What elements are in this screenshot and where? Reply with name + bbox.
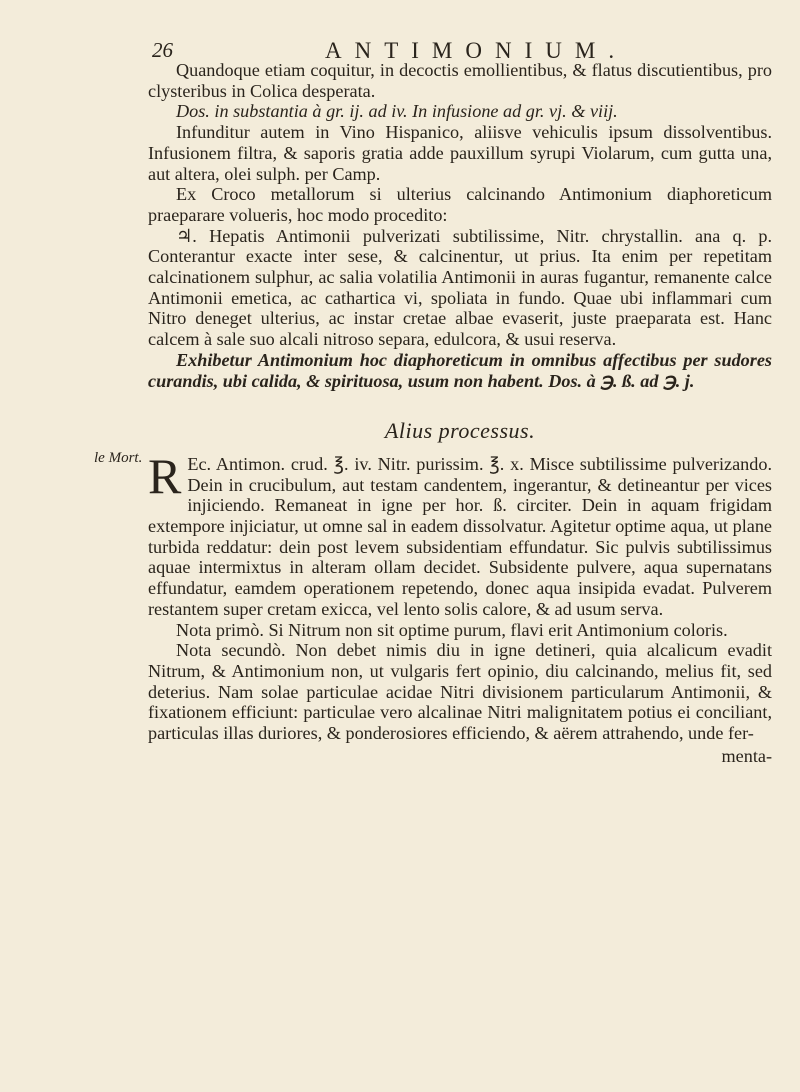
section-title: Alius processus.: [384, 418, 536, 444]
note-paragraph: Nota secundò. Non debet nimis diu in igne detineri, quia alcalicum evadit Nitrum, & Antimonium non, ut vulgaris fert opinio, diu calcinando, melius fit, sed deterius. Nam solae particulae acidae Nitri divisionem particularum Antimonii, & fixationem efficiunt: particulae vero alcalinae Nitri malignitatem potius ei conciliant, particulas illas duriores, & ponderosiores efficiendo, & aërem attrahendo, unde fer-: [148, 640, 772, 744]
exhibition-note: Exhibetur Antimonium hoc diaphoreticum in omnibus affectibus per sudores curandis, ubi calida, & spirituosa, usum non habent. Dos. à ℈. ß. ad ℈. j.: [148, 349, 772, 391]
recipe-text: Ec. Antimon. crud. ℥. iv. Nitr. purissim. ℥. x. Misce subtilissime pulverizando. Dein in crucibulum, aut testam candentem, ingerantur, & detineantur per vices injiciendo. Remaneat in igne per hor. ß. circiter. Dein in aquam frigidam extempore injiciatur, ut omne sal in eadem dissolvatur. Agitetur optime aqua, ut plane turbida reddatur: dein post levem subsidentiam effundatur. Sic pulvis subtilissimus aquae intermixtus in alteram ollam decidet. Subsidente pulvere, aqua supernatans effundatur, eamdem operationem repetendo, donec aqua insipida evadat. Pulverem restantem super cretam exicca, vel lento solis calore, & ad usum serva.: [148, 453, 772, 619]
marginal-note: le Mort.: [94, 450, 143, 466]
note-paragraph: Nota primò. Si Nitrum non sit optime purum, flavi erit Antimonium coloris.: [176, 619, 728, 640]
drop-cap: R: [148, 447, 182, 504]
paragraph: Ex Croco metallorum si ulterius calcinando Antimonium diaphoreticum praeparare volueris, hoc modo procedito:: [148, 184, 772, 225]
paragraph: Quandoque etiam coquitur, in decoctis emollientibus, & flatus discutientibus, pro clysteribus in Colica desperata.: [148, 60, 772, 101]
running-title: ANTIMONIUM.: [325, 38, 628, 63]
recipe-paragraph: ♃. Hepatis Antimonii pulverizati subtilissime, Nitr. chrystallin. ana q. p. Conterantur exacte inter sese, & calcinentur, ut prius. Ita enim per repetitam calcinationem sulphur, ac salia volatilia Antimonii in auras fugantur, remanente calce Antimonii emetica, ac cathartica vi, spoliata in fundo. Quae ubi inflammari cum Nitro deneget ulterius, ac instar cretae albae evaserit, juste praeparata est. Hanc calcem à sale suo alcali nitroso separa, edulcora, & usui reserva.: [148, 225, 772, 350]
dosage-line: Dos. in substantia à gr. ij. ad iv. In infusione ad gr. vj. & viij.: [176, 101, 618, 122]
page-number: 26: [152, 38, 173, 62]
catchword: menta-: [721, 745, 772, 766]
recipe-paragraph: [148, 447, 772, 620]
paragraph: Infunditur autem in Vino Hispanico, aliisve vehiculis ipsum dissolventibus. Infusionem filtra, & saporis gratia adde pauxillum syrupi Violarum, cum gutta una, aut altera, olei sulph. per Camp.: [148, 122, 772, 184]
body-text: [148, 60, 772, 767]
